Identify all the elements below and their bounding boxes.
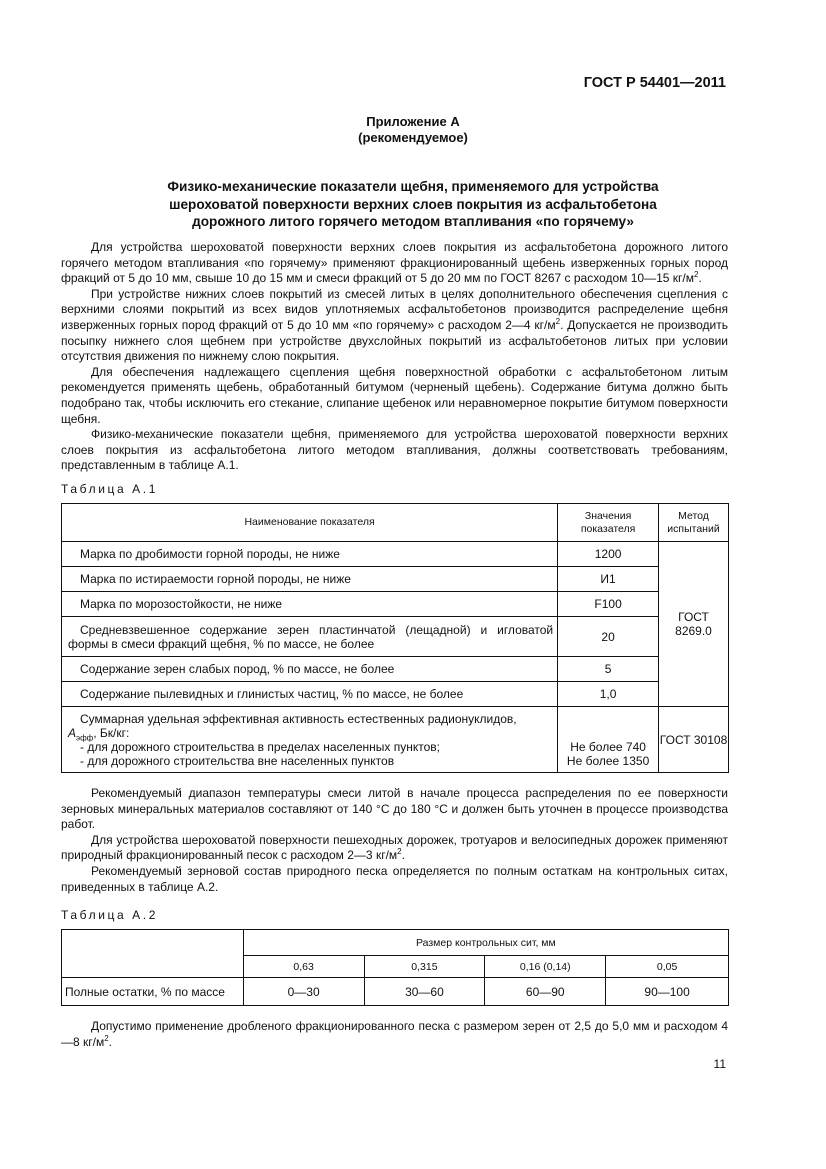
appendix-status: (рекомендуемое) — [358, 130, 468, 145]
table-row-radionuclides — [62, 707, 729, 773]
indicator-name: Марка по истираемости горной породы, не ниже — [62, 567, 558, 592]
table1-caption: Таблица А.1 — [61, 482, 158, 496]
table-row — [62, 682, 729, 707]
indicator-name: Марка по дробимости горной породы, не ниже — [62, 542, 558, 567]
appendix-title: Приложение А — [366, 114, 460, 129]
table-row — [62, 657, 729, 682]
empty-header-cell — [62, 930, 244, 978]
appendix-heading — [0, 114, 826, 146]
paragraph: Для устройства шероховатой поверхности пешеходных дорожек, тротуаров и велосипедных дорожек применяют природный фракционированный песок с расходом 2—3 $кг/м^2$. — [61, 832, 728, 863]
table-row — [62, 542, 729, 567]
table-header-row — [62, 504, 729, 542]
table-row — [62, 978, 729, 1006]
indicator-name: Содержание пылевидных и глинистых частиц, % по массе, не более — [62, 682, 558, 707]
title-line: дорожного литого горячего методом втапливания «по горячему» — [192, 214, 634, 229]
indicator-name: Марка по морозостойкости, не ниже — [62, 592, 558, 617]
title-line: Физико-механические показатели щебня, применяемого для устройства — [167, 179, 659, 194]
standard-number: ГОСТ Р 54401—2011 — [583, 75, 726, 91]
table2-caption: Таблица А.2 — [61, 908, 158, 922]
column-group-header: Размер контрольных сит, мм — [243, 930, 728, 956]
indicator-name: Суммарная удельная эффективная активность естественных радионуклидов, $A_{эфф}$, Бк/кг: - для дорожного строительства в пределах населенных пунктов; - для дорожного строительства вне населенных пунктов — [62, 707, 558, 773]
residue-value: 0—30 — [243, 978, 364, 1006]
column-header: Наименование показателя — [62, 504, 558, 542]
residue-value: 90—100 — [606, 978, 729, 1006]
row-label: Полные остатки, % по массе — [62, 978, 244, 1006]
table-a1 — [61, 503, 729, 773]
test-method: ГОСТ 30108 — [659, 707, 729, 773]
paragraph: Допустимо применение дробленого фракционированного песка с размером зерен от 2,5 до 5,0 мм и расходом 4—8 $кг/м^2$. — [61, 1019, 728, 1049]
indicator-value: 5 — [558, 657, 659, 682]
title-line: шероховатой поверхности верхних слоев покрытия из асфальтобетона — [169, 196, 657, 212]
page-number: 11 — [713, 1057, 726, 1071]
table-a2 — [61, 929, 729, 1006]
indicator-value: 1200 — [558, 542, 659, 567]
body-text-top — [61, 240, 728, 474]
indicator-value: И1 — [558, 567, 659, 592]
table-row — [62, 592, 729, 617]
document-title — [100, 178, 726, 231]
paragraph: Рекомендуемый диапазон температуры смеси литой в начале процесса распределения по ее поверхности зерновых минеральных материалов составляют от 140 °С до 180 °С и должен быть уточнен в процессе производства работ. — [61, 786, 728, 832]
indicator-value: F100 — [558, 592, 659, 617]
sieve-size: 0,315 — [364, 956, 485, 978]
paragraph: Для устройства шероховатой поверхности верхних слоев покрытия из асфальтобетона дорожного литого горячего методом втапливания «по горячему» применяют фракционированный щебень изверженных горных пород фракций от 5 до 10 мм, свыше 10 до 15 мм и смеси фракций от 5 до 20 мм по ГОСТ 8267 с расходом 10—15 $кг/м^2$. — [61, 240, 728, 286]
sieve-size: 0,05 — [606, 956, 729, 978]
indicator-value: 20 — [558, 617, 659, 657]
test-method: ГОСТ 8269.0 — [659, 542, 729, 707]
indicator-value: Не более 740 Не более 1350 — [558, 707, 659, 773]
paragraph: Для обеспечения надлежащего сцепления щебня поверхностной обработки с асфальтобетоном литым рекомендуется применять щебень, обработанный битумом (черненый щебень). Содержание битума должно быть подобрано так, чтобы исключить его стекание, слипание щебенок или неравномерное покрытие битумом поверхности щебня. — [61, 364, 728, 426]
paragraph: При устройстве нижних слоев покрытий из смесей литых в целях дополнительного обеспечения сцепления с верхними слоями покрытий из всех видов уплотняемых асфальтобетонов производится распределение щебня изверженных горных пород фракций от 5 до 10 мм «по горячему» с расходом 2—4 $кг/м^2$. Допускается не производить посыпку нижнего слоя щебнем при устройстве двухслойных покрытий из асфальтобетонов литых при условии отсутствия движения по нижнему слою покрытия. — [61, 286, 728, 364]
sieve-size: 0,16 (0,14) — [485, 956, 606, 978]
column-header: Значения показателя — [558, 504, 659, 542]
paragraph: Физико-механические показатели щебня, применяемого для устройства шероховатой поверхности верхних слоев покрытия из асфальтобетона литого методом втапливания, должны соответствовать требованиям, представленным в таблице А.1. — [61, 427, 728, 473]
indicator-name: Содержание зерен слабых пород, % по массе, не более — [62, 657, 558, 682]
paragraph: Рекомендуемый зерновой состав природного песка определяется по полным остаткам на контрольных ситах, приведенных в таблице А.2. — [61, 863, 728, 894]
residue-value: 30—60 — [364, 978, 485, 1006]
table-row — [62, 567, 729, 592]
indicator-name: Средневзвешенное содержание зерен пластинчатой (лещадной) и игловатой формы в смеси фракций щебня, % по массе, не более — [62, 617, 558, 657]
sieve-size: 0,63 — [243, 956, 364, 978]
residue-value: 60—90 — [485, 978, 606, 1006]
table-header-row — [62, 930, 729, 956]
body-text-middle — [61, 786, 728, 895]
indicator-value: 1,0 — [558, 682, 659, 707]
table-row — [62, 617, 729, 657]
body-text-bottom — [61, 1019, 728, 1050]
column-header: Метод испытаний — [659, 504, 729, 542]
